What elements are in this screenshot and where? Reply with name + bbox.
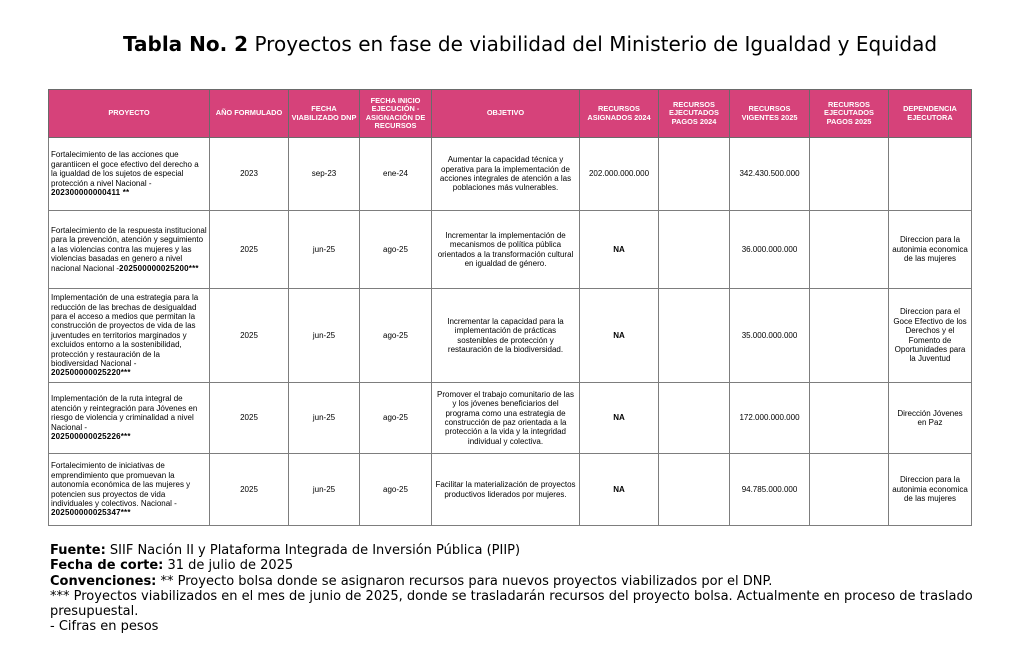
- cell-objetivo: Facilitar la materialización de proyectos productivos liderados por mujeres.: [432, 454, 580, 526]
- source-label: Fuente:: [50, 543, 106, 558]
- header-vigentes-2025: RECURSOS VIGENTES 2025: [730, 90, 810, 138]
- table-notes: [50, 543, 980, 635]
- cell-vigentes-2025: 36.000.000.000: [730, 211, 810, 289]
- cell-fecha-inicio: ago-25: [360, 211, 432, 289]
- proyecto-text: Implementación de una estrategia para la reducción de las brechas de desigualdad para el acceso a medios que permitan la construcción de proyectos de vida de las juventudes en territorios marginados y excluidos entorno a la sostenibilidad, protección y restauración de la biodiversidad Nacional -: [51, 293, 199, 369]
- cell-asignados-2024: NA: [580, 383, 659, 454]
- table-row: [49, 289, 972, 383]
- source-text: SIIF Nación II y Plataforma Integrada de Inversión Pública (PIIP): [105, 543, 521, 558]
- cell-anio: 2025: [210, 211, 289, 289]
- conventions-line: [50, 574, 980, 589]
- header-objetivo: OBJETIVO: [432, 90, 580, 138]
- table-row: [49, 383, 972, 454]
- proyecto-text: Fortalecimiento de las acciones que garantiicen el goce efectivo del derecho a la igualdad de los sujetos de especial protección a nivel Nacional -: [51, 150, 199, 188]
- cell-asignados-2024: 202.000.000.000: [580, 138, 659, 211]
- cell-dependencia: Dirección Jóvenes en Paz: [889, 383, 972, 454]
- proyecto-code: 202500000025220***: [51, 368, 131, 378]
- conventions-text: ** Proyecto bolsa donde se asignaron recursos para nuevos proyectos viabilizados por el DNP.: [156, 573, 773, 589]
- cell-vigentes-2025: 172.000.000.000: [730, 383, 810, 454]
- table-title: [60, 32, 1000, 57]
- cell-proyecto: [49, 289, 210, 383]
- projects-table: [48, 89, 972, 526]
- cell-dependencia: Direccion para la autonimia economica de las mujeres: [889, 454, 972, 526]
- cell-fecha-dnp: jun-25: [289, 454, 360, 526]
- cell-fecha-inicio: ago-25: [360, 383, 432, 454]
- cell-vigentes-2025: 342.430.500.000: [730, 138, 810, 211]
- cell-fecha-dnp: jun-25: [289, 211, 360, 289]
- cell-dependencia: Direccion para la autonimia economica de las mujeres: [889, 211, 972, 289]
- source-line: [50, 543, 980, 558]
- cell-anio: 2025: [210, 383, 289, 454]
- cell-asignados-2024: NA: [580, 211, 659, 289]
- cell-proyecto: [49, 454, 210, 526]
- cell-ejecutados-2024: [659, 289, 730, 383]
- cell-fecha-inicio: ago-25: [360, 289, 432, 383]
- cell-asignados-2024: NA: [580, 454, 659, 526]
- cell-proyecto: [49, 211, 210, 289]
- cell-vigentes-2025: 35.000.000.000: [730, 289, 810, 383]
- proyecto-code: 202500000025347***: [51, 508, 131, 518]
- cell-objetivo: Promover el trabajo comunitario de las y los jóvenes beneficiarios del programa como una estrategia de construcción de paz orientada a la protección a la vida y la integridad individual y colectiva.: [432, 383, 580, 454]
- cell-ejecutados-2024: [659, 138, 730, 211]
- cell-fecha-dnp: jun-25: [289, 289, 360, 383]
- cell-proyecto: [49, 383, 210, 454]
- proyecto-text: Fortalecimiento de la respuesta institucional para la prevención, atención y seguimiento a las violencias contra las mujeres y las violencias basadas en genero a nivel nacional Nacional -: [51, 225, 207, 273]
- cell-proyecto: [49, 138, 210, 211]
- currency-note: - Cifras en pesos: [50, 619, 159, 635]
- cell-vigentes-2025: 94.785.000.000: [730, 454, 810, 526]
- cell-anio: 2023: [210, 138, 289, 211]
- header-proyecto: PROYECTO: [49, 90, 210, 138]
- cutoff-label: Fecha de corte:: [50, 558, 164, 574]
- cell-ejecutados-2025: [810, 289, 889, 383]
- proyecto-text: Fortalecimiento de iniciativas de emprendimiento que promuevan la autonomía económica de las mujeres y potencien sus proyectos de vida individuales y colectivos. Nacional -: [51, 461, 191, 508]
- header-anio: AÑO FORMULADO: [210, 90, 289, 138]
- cell-fecha-inicio: ago-25: [360, 454, 432, 526]
- table-row: [49, 138, 972, 211]
- cell-anio: 2025: [210, 454, 289, 526]
- triple-asterisk-note: *** Proyectos viabilizados en el mes de junio de 2025, donde se trasladarán recursos del proyecto bolsa. Actualmente en proceso de traslado presupuestal.: [50, 588, 973, 620]
- cell-ejecutados-2024: [659, 383, 730, 454]
- table-number: Tabla No. 2: [122, 32, 249, 56]
- conventions-label: Convenciones:: [50, 573, 157, 589]
- cutoff-text: 31 de julio de 2025: [163, 558, 294, 574]
- cell-ejecutados-2025: [810, 211, 889, 289]
- cell-ejecutados-2025: [810, 138, 889, 211]
- cell-asignados-2024: NA: [580, 289, 659, 383]
- cell-fecha-dnp: jun-25: [289, 383, 360, 454]
- proyecto-code: 202500000025200***: [119, 263, 199, 273]
- cell-anio: 2025: [210, 289, 289, 383]
- cell-ejecutados-2025: [810, 383, 889, 454]
- cell-ejecutados-2024: [659, 211, 730, 289]
- header-ejecutados-2025: RECURSOS EJECUTADOS PAGOS 2025: [810, 90, 889, 138]
- cell-fecha-inicio: ene-24: [360, 138, 432, 211]
- cell-objetivo: Aumentar la capacidad técnica y operativa para la implementación de acciones integrales de atención a las poblaciones más vulnerables.: [432, 138, 580, 211]
- table-caption: Proyectos en fase de viabilidad del Ministerio de Igualdad y Equidad: [248, 32, 938, 56]
- table-row: [49, 454, 972, 526]
- cutoff-line: [50, 558, 980, 573]
- cell-dependencia: [889, 138, 972, 211]
- cell-dependencia: Direccion para el Goce Efectivo de los Derechos y el Fomento de Oportunidades para la Juventud: [889, 289, 972, 383]
- header-fecha-dnp: FECHA VIABILIZADO DNP: [289, 90, 360, 138]
- cell-fecha-dnp: sep-23: [289, 138, 360, 211]
- proyecto-code: 202500000025226***: [51, 432, 131, 442]
- header-fecha-inicio: FECHA INICIO EJECUCIÓN - ASIGNACIÓN DE RECURSOS: [360, 90, 432, 138]
- cell-ejecutados-2024: [659, 454, 730, 526]
- header-dependencia: DEPENDENCIA EJECUTORA: [889, 90, 972, 138]
- header-row: [49, 90, 972, 138]
- proyecto-text: Implementación de la ruta integral de atención y reintegración para Jóvenes en riesgo de violencia y criminalidad a nivel Nacional -: [51, 394, 198, 432]
- cell-objetivo: Incrementar la capacidad para la implementación de prácticas sostenibles de protección y restauración de la biodiversidad.: [432, 289, 580, 383]
- cell-ejecutados-2025: [810, 454, 889, 526]
- proyecto-code: 202300000000411 **: [51, 188, 130, 198]
- header-asignados-2024: RECURSOS ASIGNADOS 2024: [580, 90, 659, 138]
- cell-objetivo: Incrementar la implementación de mecanismos de política pública orientados a la transformación cultural en igualdad de género.: [432, 211, 580, 289]
- table-row: [49, 211, 972, 289]
- header-ejecutados-2024: RECURSOS EJECUTADOS PAGOS 2024: [659, 90, 730, 138]
